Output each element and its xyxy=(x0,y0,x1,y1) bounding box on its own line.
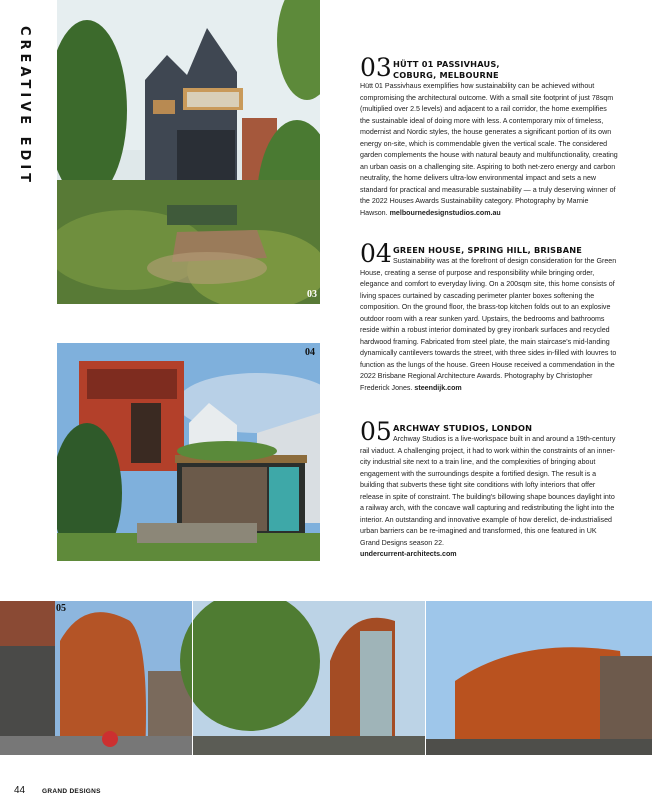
photo-green-house xyxy=(57,343,320,561)
entry-title xyxy=(393,59,500,81)
section-label: CREATIVE EDIT xyxy=(17,26,32,187)
entry-text: Sustainability was at the forefront of design consideration for the Green House, creating a sense of purpose and responsibility while bringing order, elegance and comfort to everyday living. On a 200sqm site, this home consists of living spaces curtained by cascading perimeter planter boxes softening the composition. On the ground floor, the brass-top kitchen folds out to an explosive outdoor room with a rear sunken yard. Upstairs, the bedrooms and bathrooms reside within a robust interior dominated by grey ironbark surfaces and recycled hardwood framing. Fabricated from steel plate, the main staircase's mid-landing dynamically cantilevers towards the street, with three sides in-filled with louvres to function as the lungs of the house. Green House received a commendation in the 2022 Brisbane Regional Architecture Awards. Photography by Christopher Frederick Jones. xyxy=(360,257,617,392)
entry-body xyxy=(360,434,618,561)
magazine-name: GRAND DESIGNS xyxy=(42,788,101,795)
photo-number-03: 03 xyxy=(307,289,317,300)
entry-number: 03 xyxy=(360,53,392,82)
entry-body xyxy=(360,81,618,219)
entry-number: 04 xyxy=(360,239,392,268)
entry-link[interactable]: undercurrent-architects.com xyxy=(360,550,457,558)
entry-03 xyxy=(360,53,618,219)
entry-link[interactable]: steendijk.com xyxy=(414,383,462,392)
entry-text: Archway Studios is a live-workspace built in and around a 19th-century rail viaduct. A challenging project, it had to work within the constraints of an inner-city industrial site next to a train line, and the complexities of bringing about engagement with the surroundings despite a fortified design. The result is a building that subverts these tight site conditions with lofty interiors that offer release in spite of constraint. The building's billowing shape bounces daylight into a railway arch, with the concave wall capturing and redistributing the light into the interior. An outstanding and innovative example of how derelict, de-industrialised urban barriers can be re-imagined and transformed, this one featured in UK Grand Designs season 22. xyxy=(360,435,616,547)
entry-number: 05 xyxy=(360,417,392,446)
photo-archway-studios xyxy=(0,601,652,755)
entry-body xyxy=(360,256,618,394)
photo-number-05: 05 xyxy=(56,603,66,614)
entry-link[interactable]: melbournedesignstudios.com.au xyxy=(389,208,501,217)
entry-title-line1: HÜTT 01 PASSIVHAUS, xyxy=(393,59,500,69)
page-number: 44 xyxy=(14,785,26,796)
entry-04 xyxy=(360,239,618,394)
entry-title: GREEN HOUSE, SPRING HILL, BRISBANE xyxy=(393,245,583,255)
photo-hutt-passivhaus xyxy=(57,0,320,304)
entry-title: ARCHWAY STUDIOS, LONDON xyxy=(393,423,533,433)
entry-text: Hütt 01 Passivhaus exemplifies how sustainability can be achieved without compromising the architectural outcome. With a small site footprint of just 78sqm (multiplied over 2.5 levels) and adjacent to a rail corridor, the home exemplifies the sustainable ideal of doing more with less. A contemporary mix of timeless, modernist and Nordic styles, the house generates a significant portion of its own energy on-site, which is commendable given the vertical scale. The considered garden complements the house with natural beauty and multifunctionality, creating an urban oasis on a challenging site. Aspiring to both net-zero energy and carbon neutrality, the home delivers ultra-low environmental impact and sets a new standard for practical and measurable sustainability — a truly deserving winner of the 2022 Houses Awards Sustainability category. Photography by Marnie Hawson. xyxy=(360,82,618,217)
photo-number-04: 04 xyxy=(305,347,315,358)
entry-title-line2: COBURG, MELBOURNE xyxy=(393,70,499,80)
entry-05 xyxy=(360,417,618,561)
